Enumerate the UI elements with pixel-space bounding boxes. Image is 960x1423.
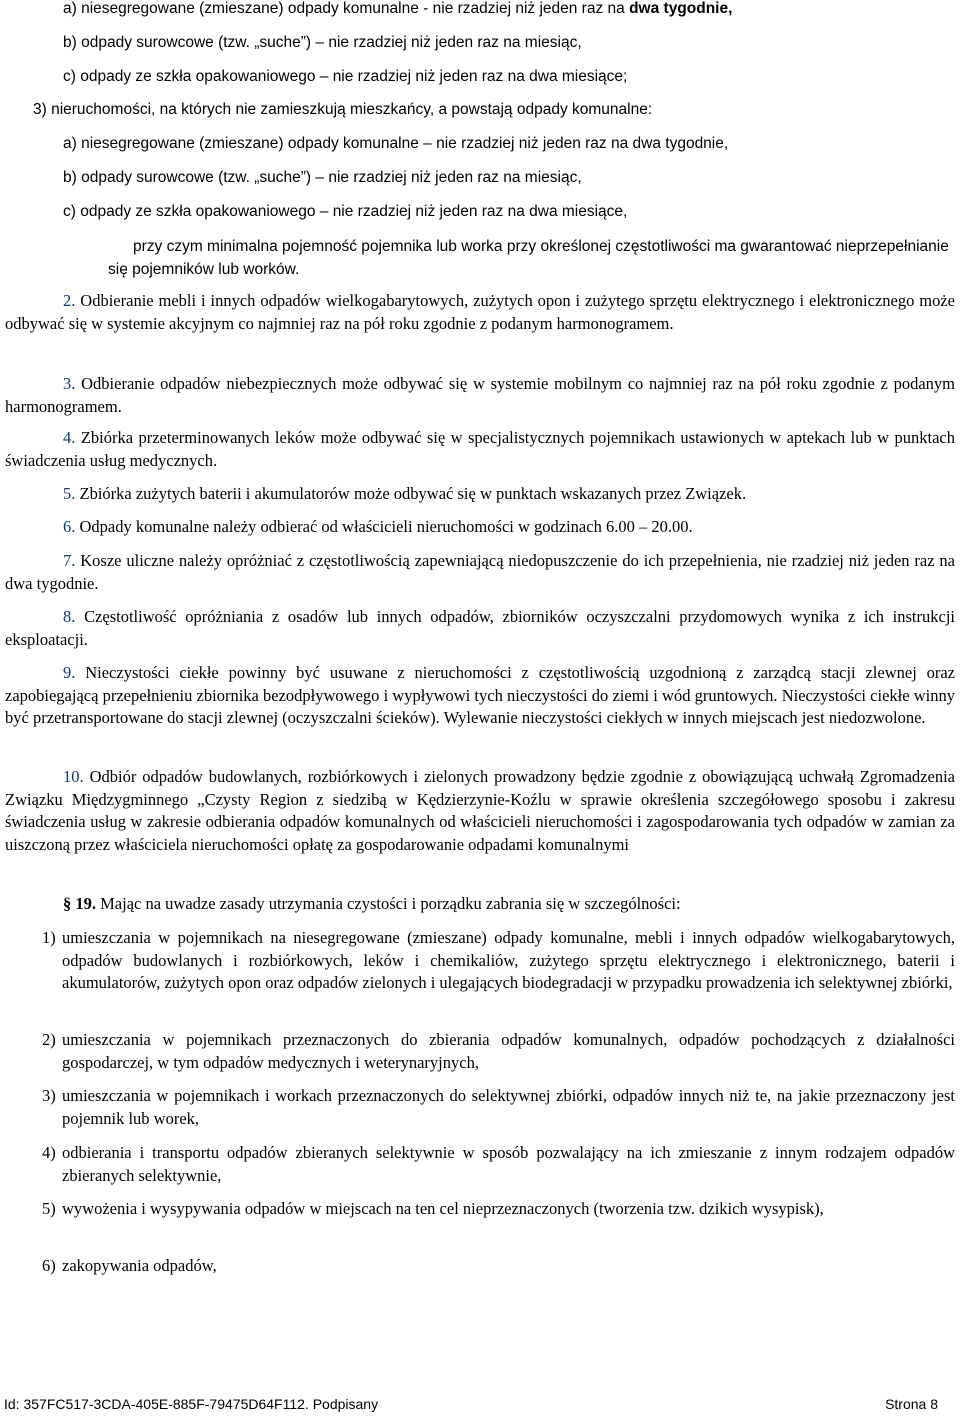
line-1b: b) odpady surowcowe (tzw. „suche”) – nie rzadziej niż jeden raz na miesiąc,	[63, 34, 582, 51]
paragraph-number: 6.	[63, 517, 76, 536]
list-text: odbierania i transportu odpadów zbieranych selektywnie w sposób pozwalający na ich zmieszanie z innym rodzajem odpadów zbieranych selektywnie,	[62, 1143, 955, 1185]
paragraph-number: 9.	[63, 663, 76, 682]
paragraph-number: 4.	[63, 428, 76, 447]
paragraph-number: 10.	[63, 767, 84, 786]
list-text: wywożenia i wysypywania odpadów w miejscach na ten cel nieprzeznaczonych (tworzenia tzw. dzikich wysypisk),	[62, 1199, 824, 1218]
prohibition-5	[42, 1198, 955, 1221]
prohibition-2	[42, 1029, 955, 1074]
capacity-note: przy czym minimalna pojemność pojemnika lub worka przy określonej częstotliwości ma gwarantować nieprzepełnianie się pojemników lub worków.	[108, 238, 949, 278]
list-text: umieszczania w pojemnikach i workach przeznaczonych do selektywnej zbiórki, odpadów innych niż te, na jakie przeznaczony jest pojemnik lub worek,	[62, 1086, 955, 1128]
prohibition-3	[42, 1085, 955, 1130]
paragraph-6	[5, 516, 955, 539]
line-1a	[63, 0, 732, 18]
list-label: 5)	[42, 1199, 56, 1218]
paragraph-text: Odbiór odpadów budowlanych, rozbiórkowych i zielonych prowadzony będzie zgodnie z obowiązującą uchwałą Zgromadzenia Związku Międzygminnego „Czysty Region z siedzibą w Kędzierzynie-Koźlu w sprawie określenia szczegółowego sposobu i zakresu świadczenia usług w zakresie odbierania odpadów komunalnych od właścicieli nieruchomości i zagospodarowania tych odpadów w zamian za uiszczoną przez właściciela nieruchomości opłatę za gospodarowanie odpadami komunalnymi	[5, 767, 955, 854]
line-1c: c) odpady ze szkła opakowaniowego – nie rzadziej niż jeden raz na dwa miesiące;	[63, 68, 628, 85]
paragraph-number: 8.	[63, 607, 76, 626]
paragraph-4	[5, 427, 955, 472]
paragraph-text: Zbiórka zużytych baterii i akumulatorów może odbywać się w punktach wskazanych przez Związek.	[79, 484, 747, 503]
paragraph-text: Nieczystości ciekłe powinny być usuwane z nieruchomości z częstotliwością uzgodnioną z zarządcą stacji zlewnej oraz zapobiegającą przepełnieniu zbiornika bezodpływowego i wypływowi tych nieczystości do ziemi i wód gruntowych. Nieczystości ciekłe winny być przetransportowane do stacji zlewnej (oczyszczalni ścieków). Wylewanie nieczystości ciekłych w innych miejscach jest niedozwolone.	[5, 663, 956, 728]
paragraph-number: 3.	[63, 374, 76, 393]
document-id: Id: 357FC517-3CDA-405E-885F-79475D64F112. Podpisany	[4, 1396, 379, 1412]
section-text: Mając na uwadze zasady utrzymania czystości i porządku zabrania się w szczególności:	[100, 894, 681, 913]
paragraph-number: 7.	[63, 551, 76, 570]
paragraph-text: Kosze uliczne należy opróżniać z częstotliwością zapewniającą niedopuszczenie do ich przepełnienia, nie rzadziej niż jeden raz na dwa tygodnie.	[5, 551, 956, 593]
paragraph-number: 5.	[63, 484, 76, 503]
line-1a-text: a) niesegregowane (zmieszane) odpady komunalne - nie rzadziej niż jeden raz na	[63, 0, 630, 17]
paragraph-text: Odbieranie mebli i innych odpadów wielkogabarytowych, zużytych opon i zużytego sprzętu elektrycznego i elektronicznego może odbywać się w systemie akcyjnym co najmniej raz na pół roku zgodnie z podanym harmonogramem.	[5, 291, 956, 333]
list-label: 3)	[42, 1086, 56, 1105]
list-label: 2)	[42, 1030, 56, 1049]
section-number: § 19.	[63, 894, 96, 913]
list-text: umieszczania w pojemnikach na niesegregowane (zmieszane) odpady komunalne, mebli i innych odpadów wielkogabarytowych, odpadów budowlanych i rozbiórkowych, leków i chemikaliów, zużytego sprzętu elektrycznego i elektronicznego, baterii i akumulatorów, zużytych opon oraz odpadów zielonych i ulegających biodegradacji w przypadku prowadzenia ich selektywnej zbiórki,	[62, 928, 955, 993]
line-3: 3) nieruchomości, na których nie zamieszkują mieszkańcy, a powstają odpady komunalne:	[33, 101, 653, 118]
paragraph-5	[5, 483, 955, 506]
list-text: zakopywania odpadów,	[62, 1256, 217, 1275]
paragraph-8	[5, 606, 955, 651]
paragraph-2	[5, 290, 955, 335]
paragraph-number: 2.	[63, 291, 76, 310]
prohibition-4	[42, 1142, 955, 1187]
page-number: Strona 8	[885, 1396, 938, 1412]
paragraph-3	[5, 373, 955, 418]
paragraph-text: Odpady komunalne należy odbierać od właścicieli nieruchomości w godzinach 6.00 – 20.00.	[79, 517, 693, 536]
list-text: umieszczania w pojemnikach przeznaczonych do zbierania odpadów komunalnych, odpadów pochodzących z działalności gospodarczej, w tym odpadów medycznych i weterynaryjnych,	[62, 1030, 955, 1072]
paragraph-text: Zbiórka przeterminowanych leków może odbywać się w specjalistycznych pojemnikach ustawionych w aptekach lub w punktach świadczenia usług medycznych.	[5, 428, 956, 470]
paragraph-7	[5, 550, 955, 595]
line-3b: b) odpady surowcowe (tzw. „suche”) – nie rzadziej niż jeden raz na miesiąc,	[63, 169, 582, 186]
list-label: 4)	[42, 1143, 56, 1162]
paragraph-text: Częstotliwość opróżniania z osadów lub innych odpadów, zbiorników oczyszczalni przydomowych wynika z ich instrukcji eksploatacji.	[5, 607, 956, 649]
line-3a: a) niesegregowane (zmieszane) odpady komunalne – nie rzadziej niż jeden raz na dwa tygodnie,	[63, 135, 729, 152]
prohibition-1	[42, 927, 955, 995]
line-1a-bold: dwa tygodnie,	[629, 0, 733, 17]
line-3c: c) odpady ze szkła opakowaniowego – nie rzadziej niż jeden raz na dwa miesiące,	[63, 203, 628, 220]
section-19-heading	[5, 893, 955, 916]
paragraph-9	[5, 662, 955, 730]
paragraph-text: Odbieranie odpadów niebezpiecznych może odbywać się w systemie mobilnym co najmniej raz na pół roku zgodnie z podanym harmonogramem.	[5, 374, 955, 416]
list-label: 6)	[42, 1256, 56, 1275]
prohibition-6	[42, 1255, 955, 1278]
list-label: 1)	[42, 928, 56, 947]
paragraph-10	[5, 766, 955, 856]
